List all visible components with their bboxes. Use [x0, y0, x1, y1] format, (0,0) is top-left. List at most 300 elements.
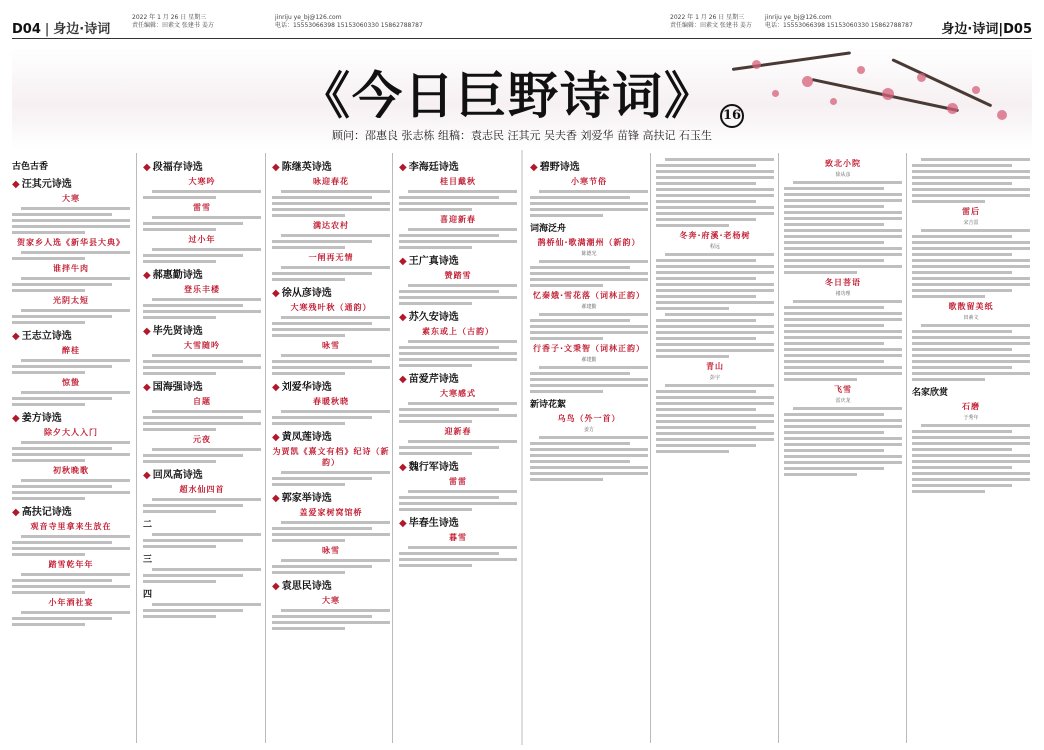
text-line [272, 477, 372, 480]
poem-title: 盖爱家树窝馆桥 [299, 508, 363, 517]
column-heading: 新诗花絮 [530, 400, 567, 410]
column-heading: 三 [143, 555, 153, 565]
text-line [281, 354, 390, 357]
text-line [408, 284, 517, 287]
text-line [784, 247, 902, 250]
text-line [793, 407, 902, 410]
poem-title: 小寒节俗 [571, 177, 607, 186]
left-meta [132, 14, 214, 30]
text-line [281, 190, 390, 193]
text-line [399, 358, 517, 361]
text-line [530, 202, 648, 205]
poet-section-heading [12, 327, 130, 342]
text-line [143, 196, 216, 199]
text-line [912, 265, 1030, 268]
poem-title: 素东或上（古韵） [422, 327, 494, 336]
text-line [784, 413, 884, 416]
text-line [656, 355, 729, 358]
page-number-right: D05 [1003, 22, 1032, 37]
text-line [272, 272, 372, 275]
text-line [912, 472, 1030, 475]
poem-title: 歌散留美纸 [948, 302, 994, 311]
text-line [656, 426, 756, 429]
text-line [912, 436, 1030, 439]
text-line [272, 328, 390, 331]
text-line [399, 302, 472, 305]
poem-title: 忆秦娥·雪花落（词林正韵） [532, 291, 646, 300]
poem-title: 超水仙四首 [179, 485, 225, 494]
text-line [656, 349, 774, 352]
poem-title: 春暖秋晓 [313, 397, 349, 406]
text-line [912, 188, 1030, 191]
poem-title: 雷后 [962, 207, 980, 216]
text-line [399, 502, 517, 505]
text-line [281, 234, 390, 237]
text-line [12, 231, 85, 234]
text-line [399, 496, 499, 499]
text-line [21, 611, 130, 614]
text-line [784, 223, 884, 226]
text-line [912, 259, 1030, 262]
poet-name: 魏行军诗选 [408, 462, 459, 473]
poem-title: 过小年 [188, 235, 216, 244]
text-line [272, 533, 390, 536]
text-line [399, 552, 499, 555]
poem-title: 谁拌牛肉 [53, 264, 89, 273]
text-line [912, 348, 1012, 351]
text-line [656, 271, 774, 274]
column [399, 155, 517, 743]
issue-date-right: 2022 年 1 月 26 日 星期三 [670, 14, 745, 21]
poem-author: 宋吉雷 [963, 220, 979, 226]
text-line [912, 430, 1012, 433]
poem-author: 彭宇 [709, 375, 720, 381]
text-line [399, 408, 499, 411]
text-line [530, 390, 603, 393]
diamond-bullet-icon: ◆ [143, 162, 151, 173]
text-line [12, 289, 85, 292]
text-line [143, 510, 216, 513]
text-line [21, 391, 130, 394]
text-line [399, 196, 499, 199]
left-page-label [12, 18, 110, 37]
text-line [530, 196, 630, 199]
text-line [912, 277, 1030, 280]
text-line [656, 295, 756, 298]
text-line [12, 623, 85, 626]
poet-section-heading [399, 308, 517, 323]
poem-author: 姜方 [583, 427, 594, 433]
text-line [530, 214, 603, 217]
text-line [152, 248, 261, 251]
poem-title: 暮雪 [449, 533, 467, 542]
poet-section-heading [399, 370, 517, 385]
text-line [272, 202, 390, 205]
text-line [921, 229, 1030, 232]
diamond-bullet-icon: ◆ [399, 162, 407, 173]
text-line [399, 558, 517, 561]
text-line [272, 621, 390, 624]
right-page-label [941, 18, 1032, 37]
diamond-bullet-icon: ◆ [272, 162, 280, 173]
text-line [912, 466, 1012, 469]
text-line [152, 216, 261, 219]
text-line [12, 617, 112, 620]
text-line [143, 416, 243, 419]
text-line [399, 364, 472, 367]
text-line [656, 307, 729, 310]
poem-author: 田素文 [963, 315, 979, 321]
poet-name: 汪其元诗选 [21, 179, 72, 190]
text-line [143, 609, 243, 612]
text-line [912, 372, 1030, 375]
text-line [656, 277, 756, 280]
poem-title: 桂目戴秋 [440, 177, 476, 186]
text-line [143, 260, 216, 263]
text-line [912, 354, 1030, 357]
text-line [408, 546, 517, 549]
text-line [12, 547, 130, 550]
text-line [152, 354, 261, 357]
text-line [408, 228, 517, 231]
text-line [399, 296, 517, 299]
text-line [530, 442, 630, 445]
text-line [12, 219, 130, 222]
text-line [399, 420, 472, 423]
text-line [272, 615, 372, 618]
text-line [152, 533, 261, 536]
text-line [784, 318, 902, 321]
text-line [143, 504, 243, 507]
text-line [784, 354, 902, 357]
text-line [399, 414, 517, 417]
text-line [143, 222, 243, 225]
poet-section-heading [399, 458, 517, 473]
column [912, 155, 1030, 743]
text-line [656, 188, 774, 191]
diamond-bullet-icon: ◆ [272, 493, 280, 504]
editors-left: 责任编辑：田素文 张建书 姜方 [132, 22, 214, 29]
text-line [656, 420, 774, 423]
text-line [784, 199, 902, 202]
text-line [656, 200, 756, 203]
diamond-bullet-icon: ◆ [399, 462, 407, 473]
left-contact [275, 14, 423, 30]
poet-name: 黄凤莲诗选 [281, 432, 332, 443]
poet-name: 王广真诗选 [408, 256, 459, 267]
text-line [152, 298, 261, 301]
diamond-bullet-icon: ◆ [12, 413, 20, 424]
poet-section-heading [143, 158, 261, 173]
text-line [912, 182, 1012, 185]
text-line [272, 527, 372, 530]
poem-title: 小年酒社宴 [48, 598, 94, 607]
text-line [143, 615, 216, 618]
text-line [399, 240, 517, 243]
column [272, 155, 390, 743]
poem-title: 赞踏雪 [444, 271, 472, 280]
column-divider [392, 153, 393, 743]
text-line [272, 539, 345, 542]
text-line [656, 206, 774, 209]
text-line [399, 508, 472, 511]
poem-title: 雷雷 [449, 477, 467, 486]
poem-title: 冬奔·府溪·老杨树 [679, 231, 751, 240]
text-line [784, 419, 902, 422]
text-line [912, 164, 1012, 167]
poem-title: 自题 [193, 397, 211, 406]
text-line [784, 366, 902, 369]
text-line [408, 340, 517, 343]
text-line [21, 479, 130, 482]
poem-title: 大寒 [322, 596, 340, 605]
text-line [656, 438, 774, 441]
diamond-bullet-icon: ◆ [12, 179, 20, 190]
text-line [21, 573, 130, 576]
text-line [784, 259, 884, 262]
text-line [399, 290, 499, 293]
text-line [530, 331, 648, 334]
text-line [784, 372, 902, 375]
text-line [784, 425, 902, 428]
poet-name: 段福存诗选 [152, 162, 203, 173]
poet-section-heading [530, 158, 648, 173]
text-line [12, 491, 130, 494]
poem-title: 青山 [706, 362, 724, 371]
diamond-bullet-icon: ◆ [143, 270, 151, 281]
text-line [921, 324, 1030, 327]
text-line [12, 213, 112, 216]
diamond-bullet-icon: ◆ [399, 256, 407, 267]
text-line [143, 316, 216, 319]
text-line [784, 211, 902, 214]
text-line [281, 316, 390, 319]
poem-title: 大雪随吟 [184, 341, 220, 350]
text-line [143, 422, 261, 425]
poem-author: 郝建勤 [581, 357, 597, 363]
text-line [912, 235, 1012, 238]
text-line [784, 336, 902, 339]
text-line [272, 372, 345, 375]
text-line [530, 208, 648, 211]
diamond-bullet-icon: ◆ [530, 162, 538, 173]
text-line [12, 579, 112, 582]
text-line [784, 342, 884, 345]
text-line [784, 229, 902, 232]
text-line [272, 278, 345, 281]
text-line [399, 346, 499, 349]
text-line [912, 460, 1030, 463]
poet-section-heading [272, 577, 390, 592]
text-line [793, 181, 902, 184]
email-right: jinriju ye_bj@126.com [765, 14, 832, 21]
text-line [143, 539, 243, 542]
separator: | [44, 22, 50, 37]
text-line [143, 454, 243, 457]
text-line [408, 440, 517, 443]
text-line [784, 253, 902, 256]
phones-right: 电话：15553066398 15153060330 15862788787 [765, 22, 913, 29]
text-line [143, 460, 216, 463]
text-line [784, 205, 884, 208]
text-line [921, 158, 1030, 161]
email-left: jinriju ye_bj@126.com [275, 14, 342, 21]
text-line [152, 410, 261, 413]
column-heading: 词海泛舟 [530, 224, 567, 234]
diamond-bullet-icon: ◆ [272, 382, 280, 393]
text-line [656, 390, 756, 393]
text-line [272, 322, 372, 325]
text-line [530, 372, 630, 375]
text-line [656, 289, 774, 292]
poet-name: 毕春生诗选 [408, 518, 459, 529]
text-line [12, 397, 112, 400]
text-line [12, 541, 112, 544]
text-line [530, 278, 648, 281]
text-line [784, 449, 884, 452]
text-line [784, 265, 902, 268]
text-line [656, 170, 774, 173]
text-line [656, 283, 774, 286]
text-line [12, 453, 130, 456]
column-heading: 二 [143, 520, 153, 530]
text-line [656, 444, 756, 447]
text-line [912, 289, 1012, 292]
text-line [912, 241, 1030, 244]
column [784, 155, 902, 743]
text-line [539, 313, 648, 316]
poem-title: 大寒 [62, 194, 80, 203]
poem-title: 迎新春 [444, 427, 472, 436]
diamond-bullet-icon: ◆ [143, 326, 151, 337]
poet-section-heading [143, 322, 261, 337]
diamond-bullet-icon: ◆ [143, 470, 151, 481]
text-line [143, 545, 216, 548]
text-line [12, 497, 85, 500]
separator: | [998, 22, 1004, 37]
text-line [656, 337, 756, 340]
text-line [921, 424, 1030, 427]
text-line [12, 321, 85, 324]
text-line [399, 246, 472, 249]
text-line [399, 564, 472, 567]
text-line [656, 182, 756, 185]
text-line [784, 330, 902, 333]
poem-author: 郝建勤 [581, 304, 597, 310]
text-line [912, 283, 1030, 286]
text-line [656, 331, 774, 334]
text-line [21, 251, 130, 254]
text-line [656, 224, 729, 227]
poet-name: 回凤高诗选 [152, 470, 203, 481]
column [530, 155, 648, 743]
text-line [281, 471, 390, 474]
poet-name: 徐从彦诗选 [281, 288, 332, 299]
text-line [281, 266, 390, 269]
poet-section-heading [399, 158, 517, 173]
text-line [912, 200, 985, 203]
text-line [530, 319, 630, 322]
editors-right: 责任编辑：田素文 张建书 姜方 [670, 22, 752, 29]
text-line [12, 553, 85, 556]
text-line [665, 384, 774, 387]
text-line [912, 454, 1030, 457]
page-header [0, 0, 1044, 44]
diamond-bullet-icon: ◆ [272, 581, 280, 592]
diamond-bullet-icon: ◆ [272, 288, 280, 299]
text-line [656, 408, 756, 411]
poet-name: 袁思民诗选 [281, 581, 332, 592]
text-line [912, 448, 1012, 451]
text-line [12, 225, 130, 228]
text-line [152, 603, 261, 606]
poem-title: 鹊桥仙·歌满潮州（新韵） [537, 238, 641, 247]
text-line [784, 360, 884, 363]
text-line [408, 490, 517, 493]
text-line [143, 228, 216, 231]
poet-section-heading [143, 378, 261, 393]
text-line [530, 325, 648, 328]
text-line [530, 337, 603, 340]
poet-section-heading [272, 284, 390, 299]
poet-name: 苗爱芹诗选 [408, 374, 459, 385]
text-line [272, 240, 372, 243]
title-text: 《今日巨野诗词》 [300, 66, 716, 125]
text-line [784, 271, 857, 274]
text-line [152, 498, 261, 501]
text-line [21, 535, 130, 538]
poet-name: 李海廷诗选 [408, 162, 459, 173]
text-line [272, 246, 345, 249]
text-line [12, 459, 85, 462]
text-line [784, 473, 857, 476]
right-contact [765, 14, 913, 30]
poem-title: 元夜 [193, 435, 211, 444]
page-number-left: D04 [12, 22, 41, 37]
text-line [143, 254, 243, 257]
text-line [656, 259, 756, 262]
poet-section-heading [272, 428, 390, 443]
text-line [143, 304, 243, 307]
poem-author: 褚功理 [835, 291, 851, 297]
section-name-left: 身边·诗词 [53, 22, 111, 37]
poem-title: 观音寺里拿来生放在 [30, 522, 112, 531]
diamond-bullet-icon: ◆ [12, 331, 20, 342]
text-line [539, 366, 648, 369]
diamond-bullet-icon: ◆ [12, 507, 20, 518]
poem-title: 一闸再无情 [308, 253, 354, 262]
poem-title: 初秋晚歌 [53, 466, 89, 475]
column-heading: 名家欣赏 [912, 388, 949, 398]
column-divider [136, 153, 137, 743]
column-heading: 古色古香 [12, 162, 49, 172]
text-line [143, 310, 261, 313]
text-line [143, 372, 216, 375]
poem-author: 于秀年 [963, 415, 979, 421]
text-line [272, 571, 345, 574]
text-line [21, 309, 130, 312]
text-line [656, 164, 756, 167]
poet-section-heading [272, 158, 390, 173]
poem-title: 咏雪 [322, 341, 340, 350]
text-line [152, 568, 261, 571]
text-line [912, 247, 1030, 250]
diamond-bullet-icon: ◆ [399, 374, 407, 385]
text-line [530, 460, 630, 463]
poet-name: 姜方诗选 [21, 413, 62, 424]
text-line [912, 170, 1030, 173]
text-line [143, 580, 216, 583]
